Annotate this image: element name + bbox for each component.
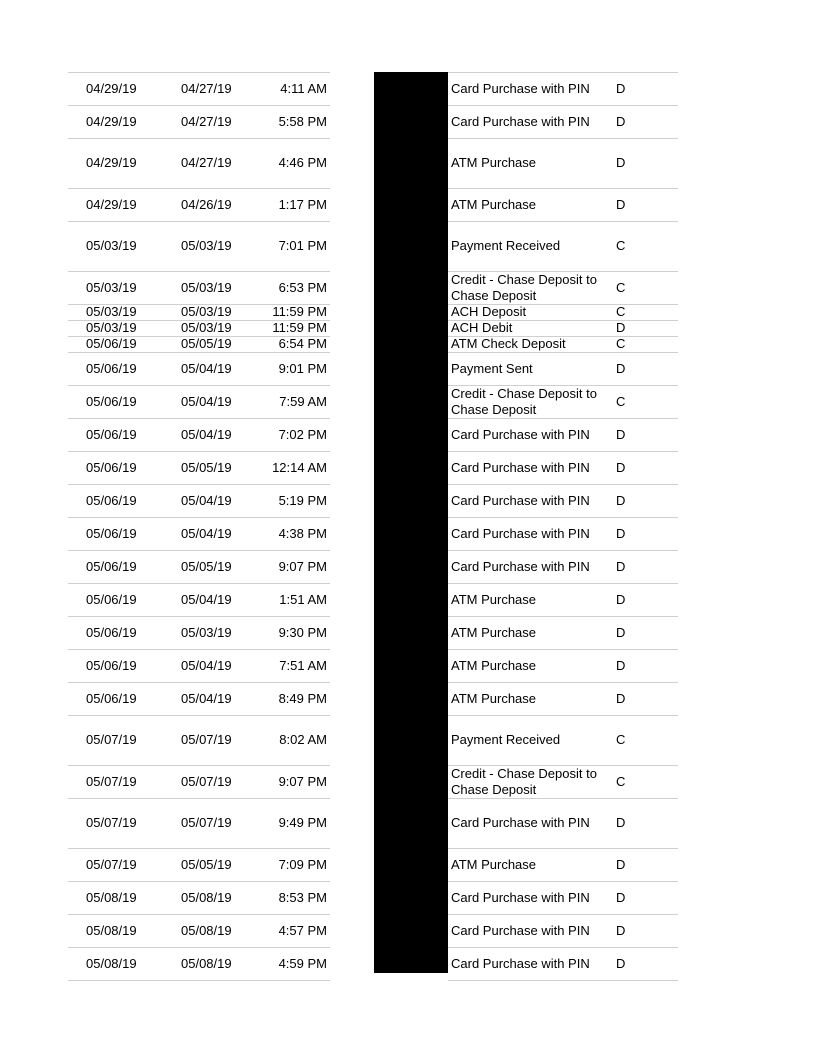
row-divider [448, 914, 678, 915]
transaction-date: 05/03/19 [181, 238, 232, 253]
row-divider [68, 271, 330, 272]
description: Card Purchase with PIN [451, 81, 590, 96]
description: Payment Sent [451, 361, 533, 376]
transaction-time: 9:01 PM [278, 361, 327, 376]
row-divider [448, 550, 678, 551]
posted-date: 05/06/19 [86, 361, 137, 376]
description: ACH Debit [451, 320, 513, 335]
transaction-date: 05/08/19 [181, 956, 232, 971]
debit-credit: C [616, 336, 626, 351]
transaction-time: 4:11 AM [280, 81, 327, 96]
posted-date: 04/29/19 [86, 114, 137, 129]
posted-date: 05/06/19 [86, 493, 137, 508]
row-divider [448, 352, 678, 353]
row-divider [68, 914, 330, 915]
transaction-time: 4:57 PM [278, 923, 327, 938]
row-divider [68, 451, 330, 452]
debit-credit: D [616, 460, 626, 475]
debit-credit: D [616, 155, 626, 170]
transaction-time: 5:19 PM [278, 493, 327, 508]
debit-credit: C [616, 280, 626, 295]
posted-date: 05/08/19 [86, 923, 137, 938]
transaction-date: 05/04/19 [181, 526, 232, 541]
transaction-time: 7:59 AM [279, 394, 327, 409]
row-divider [68, 583, 330, 584]
debit-credit: D [616, 320, 626, 335]
description: Card Purchase with PIN [451, 460, 590, 475]
transaction-date: 05/04/19 [181, 592, 232, 607]
transaction-date: 05/03/19 [181, 304, 232, 319]
row-divider [448, 418, 678, 419]
debit-credit: D [616, 493, 626, 508]
transaction-date: 04/27/19 [181, 114, 232, 129]
row-divider [448, 881, 678, 882]
row-divider [68, 188, 330, 189]
debit-credit: D [616, 361, 626, 376]
transaction-date: 05/05/19 [181, 559, 232, 574]
posted-date: 05/06/19 [86, 691, 137, 706]
posted-date: 04/29/19 [86, 155, 137, 170]
row-divider [68, 352, 330, 353]
debit-credit: C [616, 394, 626, 409]
redaction-block [374, 72, 448, 973]
posted-date: 05/07/19 [86, 815, 137, 830]
debit-credit: D [616, 923, 626, 938]
row-divider [68, 550, 330, 551]
row-divider [68, 385, 330, 386]
posted-date: 05/06/19 [86, 658, 137, 673]
posted-date: 05/06/19 [86, 526, 137, 541]
row-divider [448, 138, 678, 139]
transaction-date: 05/04/19 [181, 361, 232, 376]
description: Payment Received [451, 238, 561, 253]
transaction-time: 4:46 PM [278, 155, 327, 170]
row-divider [68, 418, 330, 419]
transaction-time: 8:49 PM [278, 691, 327, 706]
description: Card Purchase with PIN [451, 956, 590, 971]
row-divider [448, 848, 678, 849]
transaction-date: 05/08/19 [181, 923, 232, 938]
transaction-date: 05/04/19 [181, 691, 232, 706]
transaction-time: 9:07 PM [278, 559, 327, 574]
row-divider [68, 715, 330, 716]
posted-date: 05/08/19 [86, 890, 137, 905]
transaction-date: 05/07/19 [181, 732, 232, 747]
transaction-date: 05/05/19 [181, 460, 232, 475]
posted-date: 05/03/19 [86, 304, 137, 319]
transaction-date: 05/05/19 [181, 857, 232, 872]
posted-date: 04/29/19 [86, 81, 137, 96]
debit-credit: D [616, 658, 626, 673]
description: Payment Received [451, 732, 561, 747]
row-divider [448, 682, 678, 683]
description: ATM Purchase [451, 155, 537, 170]
posted-date: 05/03/19 [86, 320, 137, 335]
row-divider [68, 848, 330, 849]
row-divider [68, 616, 330, 617]
debit-credit: D [616, 114, 626, 129]
row-divider [448, 188, 678, 189]
transaction-date: 05/03/19 [181, 625, 232, 640]
description: Card Purchase with PIN [451, 559, 590, 574]
posted-date: 05/06/19 [86, 592, 137, 607]
description: ATM Purchase [451, 691, 537, 706]
transaction-date: 05/04/19 [181, 427, 232, 442]
posted-date: 05/06/19 [86, 427, 137, 442]
row-divider [68, 947, 330, 948]
debit-credit: D [616, 815, 626, 830]
debit-credit: D [616, 592, 626, 607]
row-divider [448, 798, 678, 799]
row-divider [68, 138, 330, 139]
posted-date: 05/08/19 [86, 956, 137, 971]
debit-credit: C [616, 304, 626, 319]
transaction-time: 11:59 PM [272, 320, 327, 335]
transaction-time: 1:51 AM [279, 592, 327, 607]
transaction-date: 04/26/19 [181, 197, 232, 212]
row-divider [68, 980, 330, 981]
posted-date: 05/06/19 [86, 460, 137, 475]
row-divider [68, 105, 330, 106]
debit-credit: D [616, 890, 626, 905]
description: Credit - Chase Deposit to Chase Deposit [451, 766, 597, 797]
transaction-time: 7:01 PM [278, 238, 327, 253]
transaction-date: 05/08/19 [181, 890, 232, 905]
posted-date: 05/07/19 [86, 732, 137, 747]
row-divider [448, 649, 678, 650]
row-divider [68, 798, 330, 799]
description: Card Purchase with PIN [451, 114, 590, 129]
posted-date: 05/03/19 [86, 280, 137, 295]
row-divider [448, 980, 678, 981]
debit-credit: D [616, 427, 626, 442]
row-divider [448, 583, 678, 584]
debit-credit: D [616, 526, 626, 541]
posted-date: 05/06/19 [86, 336, 137, 351]
debit-credit: C [616, 732, 626, 747]
transaction-time: 12:14 AM [272, 460, 327, 475]
transaction-date: 04/27/19 [181, 155, 232, 170]
posted-date: 05/07/19 [86, 857, 137, 872]
description: ACH Deposit [451, 304, 527, 319]
row-divider [448, 517, 678, 518]
debit-credit: D [616, 857, 626, 872]
transaction-date: 05/03/19 [181, 320, 232, 335]
row-divider [68, 649, 330, 650]
row-divider [448, 72, 678, 73]
row-divider [68, 682, 330, 683]
debit-credit: D [616, 197, 626, 212]
row-divider [448, 947, 678, 948]
row-divider [68, 72, 330, 73]
debit-credit: D [616, 956, 626, 971]
row-divider [68, 221, 330, 222]
posted-date: 05/06/19 [86, 559, 137, 574]
transaction-time: 7:09 PM [278, 857, 327, 872]
transaction-time: 9:49 PM [278, 815, 327, 830]
debit-credit: D [616, 81, 626, 96]
transaction-time: 7:51 AM [279, 658, 327, 673]
transaction-time: 6:53 PM [278, 280, 327, 295]
debit-credit: C [616, 774, 626, 789]
posted-date: 05/07/19 [86, 774, 137, 789]
row-divider [448, 105, 678, 106]
row-divider [68, 484, 330, 485]
transaction-date: 05/04/19 [181, 493, 232, 508]
description: Card Purchase with PIN [451, 526, 590, 541]
description: Card Purchase with PIN [451, 923, 590, 938]
transaction-time: 8:53 PM [278, 890, 327, 905]
description: ATM Purchase [451, 857, 537, 872]
description: Card Purchase with PIN [451, 427, 590, 442]
description: ATM Purchase [451, 197, 537, 212]
transaction-time: 4:38 PM [278, 526, 327, 541]
posted-date: 05/03/19 [86, 238, 137, 253]
description: Card Purchase with PIN [451, 815, 590, 830]
transaction-time: 5:58 PM [278, 114, 327, 129]
description: Credit - Chase Deposit to Chase Deposit [451, 386, 597, 417]
row-divider [68, 765, 330, 766]
transaction-time: 1:17 PM [278, 197, 327, 212]
transaction-date: 05/04/19 [181, 394, 232, 409]
row-divider [448, 484, 678, 485]
row-divider [448, 715, 678, 716]
description: ATM Purchase [451, 625, 537, 640]
debit-credit: D [616, 691, 626, 706]
row-divider [448, 616, 678, 617]
transaction-time: 8:02 AM [279, 732, 327, 747]
description: ATM Purchase [451, 592, 537, 607]
description: ATM Purchase [451, 658, 537, 673]
transaction-date: 05/07/19 [181, 774, 232, 789]
debit-credit: D [616, 625, 626, 640]
transaction-time: 6:54 PM [278, 336, 327, 351]
row-divider [68, 881, 330, 882]
posted-date: 05/06/19 [86, 394, 137, 409]
row-divider [448, 221, 678, 222]
transaction-date: 05/07/19 [181, 815, 232, 830]
transaction-time: 4:59 PM [278, 956, 327, 971]
row-divider [448, 451, 678, 452]
description: ATM Check Deposit [451, 336, 566, 351]
row-divider [68, 517, 330, 518]
transaction-time: 11:59 PM [272, 304, 327, 319]
transaction-time: 7:02 PM [278, 427, 327, 442]
transaction-time: 9:30 PM [278, 625, 327, 640]
description: Card Purchase with PIN [451, 890, 590, 905]
description: Card Purchase with PIN [451, 493, 590, 508]
debit-credit: D [616, 559, 626, 574]
transaction-date: 05/05/19 [181, 336, 232, 351]
transaction-date: 05/03/19 [181, 280, 232, 295]
posted-date: 05/06/19 [86, 625, 137, 640]
description: Credit - Chase Deposit to Chase Deposit [451, 272, 597, 303]
transaction-time: 9:07 PM [278, 774, 327, 789]
transaction-date: 04/27/19 [181, 81, 232, 96]
posted-date: 04/29/19 [86, 197, 137, 212]
debit-credit: C [616, 238, 626, 253]
transaction-date: 05/04/19 [181, 658, 232, 673]
